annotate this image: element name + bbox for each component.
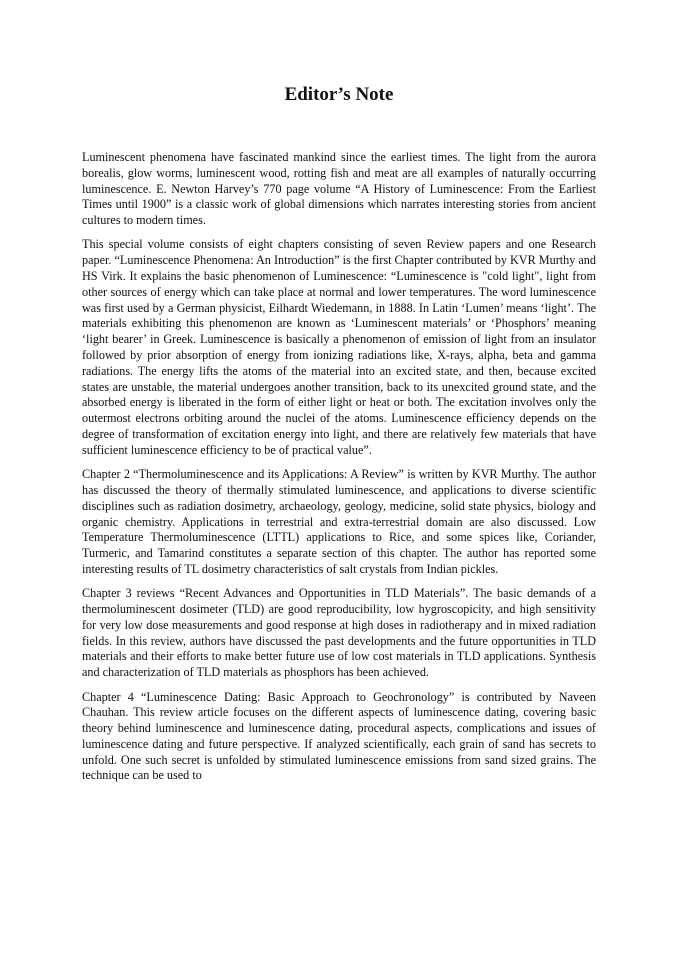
page-title: Editor’s Note: [284, 84, 394, 105]
paragraph-chapter-3: Chapter 3 reviews “Recent Advances and Opportunities in TLD Materials”. The basic demands of a thermoluminescent dosimeter (TLD) are good reproducibility, low hygroscopicity, and high sensitivity for very low dose measurements and good response at high doses in radiotherapy and in mixed radiation fields. In this review, authors have discussed the past developments and the future opportunities in TLD materials and their efforts to make better future use of low cost materials in TLD applications. Synthesis and characterization of TLD materials as phosphors has been achieved.: [82, 586, 596, 680]
paragraph-chapter-4: Chapter 4 “Luminescence Dating: Basic Approach to Geochronology” is contributed by Naveen Chauhan. This review article focuses on the different aspects of luminescence dating, covering basic theory behind luminescence and luminescence dating, procedural aspects, complications and issues of luminescence dating and future perspective. If analyzed scientifically, each grain of sand has secrets to unfold. One such secret is unfolded by stimulated luminescence emissions from sand sized grains. The technique can be used to: [82, 689, 596, 783]
paragraph-chapter-2: Chapter 2 “Thermoluminescence and its Applications: A Review” is written by KVR Murthy. The author has discussed the theory of thermally stimulated luminescence, and applications to diverse scientific disciplines such as radiation dosimetry, archaeology, geology, medicine, solid state physics, biology and organic chemistry. Applications in terrestrial and extra-terrestrial domain are also discussed. Low Temperature Thermoluminescence (LTTL) applications to Rice, and some spices like, Coriander, Turmeric, and Tamarind constitutes a separate section of this chapter. The author has reported some interesting results of TL dosimetry characteristics of salt crystals from Indian pickles.: [82, 467, 596, 576]
paragraph-chapter-1: This special volume consists of eight chapters consisting of seven Review papers and one Research paper. “Luminescence Phenomena: An Introduction” is the first Chapter contributed by KVR Murthy and HS Virk. It explains the basic phenomenon of Luminescence: “Luminescence is "cold light", light from other sources of energy which can take place at normal and lower temperatures. The word luminescence was first used by a German physicist, Eilhardt Wiedemann, in 1888. In Latin ‘Lumen’ means ‘light’. The materials exhibiting this phenomenon are known as ‘Luminescent materials’ or ‘Phosphors’ meaning ‘light bearer’ in Greek. Luminescence is basically a phenomenon of emission of light from an insulator followed by prior absorption of energy from ionizing radiations like, X-rays, alpha, beta and gamma radiations. The energy lifts the atoms of the material into an excited state, and then, because excited states are unstable, the material undergoes another transition, back to its unexcited ground state, and the absorbed energy is liberated in the form of either light or heat or both. The excitation involves only the outermost electrons orbiting around the nuclei of the atoms. Luminescence efficiency depends on the degree of transformation of excitation energy into light, and there are relatively few materials that have sufficient luminescence efficiency to be of practical value”.: [82, 237, 596, 457]
paragraph-intro: Luminescent phenomena have fascinated mankind since the earliest times. The light from the aurora borealis, glow worms, luminescent wood, rotting fish and meat are all examples of naturally occurring luminescence. E. Newton Harvey’s 770 page volume “A History of Luminescence: From the Earliest Times until 1900” is a classic work of global dimensions which narrates interesting stories from ancient cultures to modern times.: [82, 150, 596, 228]
